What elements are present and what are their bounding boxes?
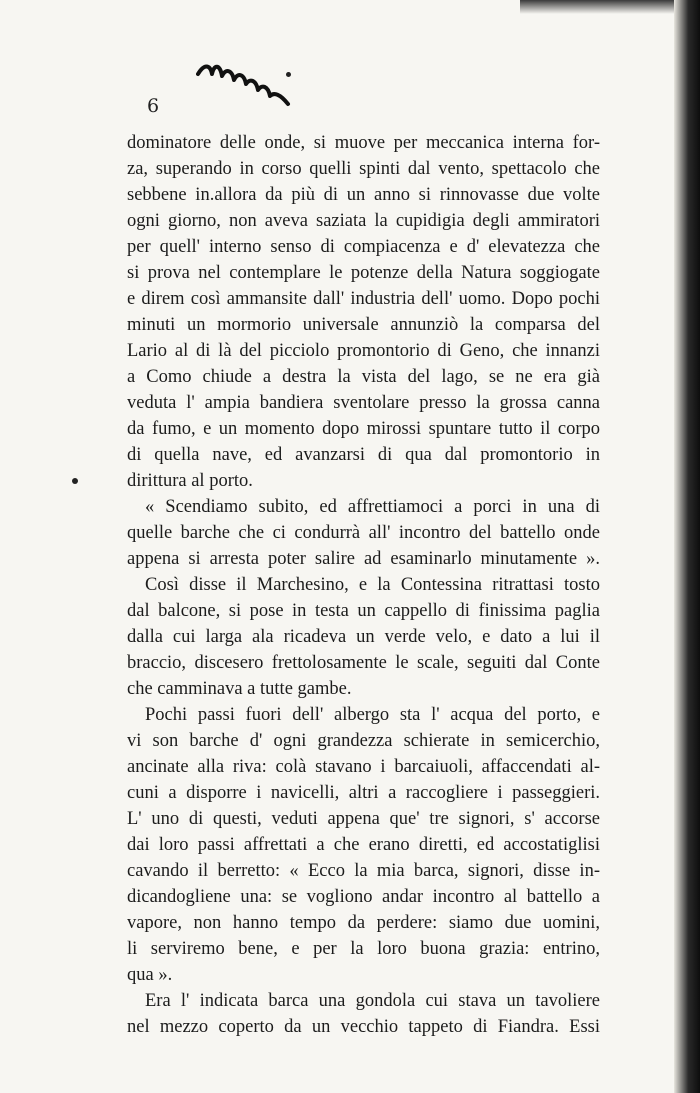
text-line: li serviremo bene, e per la loro buona grazia: entrino, [127,939,600,959]
page-number: 6 [147,95,160,117]
text-line: nel mezzo coperto da un vecchio tappeto di Fiandra. Essi [127,1017,600,1037]
text-line: dominatore delle onde, si muove per meccanica interna for- [127,133,600,153]
text-line: dai loro passi affrettati a che erano diretti, ed accostatiglisi [127,835,600,855]
handwritten-mark [196,60,296,120]
ink-dot [286,72,291,77]
text-line: quelle barche che ci condurrà all' incontro del battello onde [127,523,600,543]
text-line: che camminava a tutte gambe. [127,679,352,699]
text-line: « Scendiamo subito, ed affrettiamoci a porci in una di [145,497,600,517]
text-line: veduta l' ampia bandiera sventolare presso la grossa canna [127,393,600,413]
scan-shadow-top [520,0,700,14]
ink-dot [72,478,78,484]
text-line: cuni a disporre i navicelli, altri a raccogliere i passeggieri. [127,783,600,803]
text-line: ogni giorno, non aveva saziata la cupidigia degli ammiratori [127,211,600,231]
text-line: dalla cui larga ala ricadeva un verde velo, e dato a lui il [127,627,600,647]
text-line: e direm così ammansite dall' industria dell' uomo. Dopo pochi [127,289,600,309]
text-line: appena si arresta poter salire ad esaminarlo minutamente ». [127,549,600,569]
text-line: Lario al di là del picciolo promontorio di Geno, che innanzi [127,341,600,361]
scan-edge-right [674,0,700,1093]
text-line: za, superando in corso quelli spinti dal vento, spettacolo che [127,159,600,179]
text-line: ancinate alla riva: colà stavano i barcaiuoli, affaccendati al- [127,757,600,777]
text-line: dal balcone, si pose in testa un cappello di finissima paglia [127,601,600,621]
text-line: Pochi passi fuori dell' albergo sta l' acqua del porto, e [145,705,600,725]
text-line: da fumo, e un momento dopo mirossi spuntare tutto il corpo [127,419,600,439]
text-line: vapore, non hanno tempo da perdere: siamo due uomini, [127,913,600,933]
text-line: dicandogliene una: se vogliono andar incontro al battello a [127,887,600,907]
text-line: braccio, discesero frettolosamente le scale, seguiti dal Conte [127,653,600,673]
text-line: qua ». [127,965,173,985]
text-line: Così disse il Marchesino, e la Contessina ritrattasi tosto [145,575,600,595]
text-line: per quell' interno senso di compiacenza e d' elevatezza che [127,237,600,257]
text-line: a Como chiude a destra la vista del lago, se ne era già [127,367,600,387]
text-line: L' uno di questi, veduti appena que' tre signori, s' accorse [127,809,600,829]
text-line: di quella nave, ed avanzarsi di qua dal promontorio in [127,445,600,465]
text-line: si prova nel contemplare le potenze della Natura soggiogate [127,263,600,283]
body-text [127,130,600,1040]
text-line: Era l' indicata barca una gondola cui stava un tavoliere [145,991,600,1011]
text-line: sebbene in.allora da più di un anno si rinnovasse due volte [127,185,600,205]
text-line: cavando il berretto: « Ecco la mia barca, signori, disse in- [127,861,600,881]
text-line: dirittura al porto. [127,471,253,491]
text-line: minuti un mormorio universale annunziò la comparsa del [127,315,600,335]
text-line: vi son barche d' ogni grandezza schierate in semicerchio, [127,731,600,751]
